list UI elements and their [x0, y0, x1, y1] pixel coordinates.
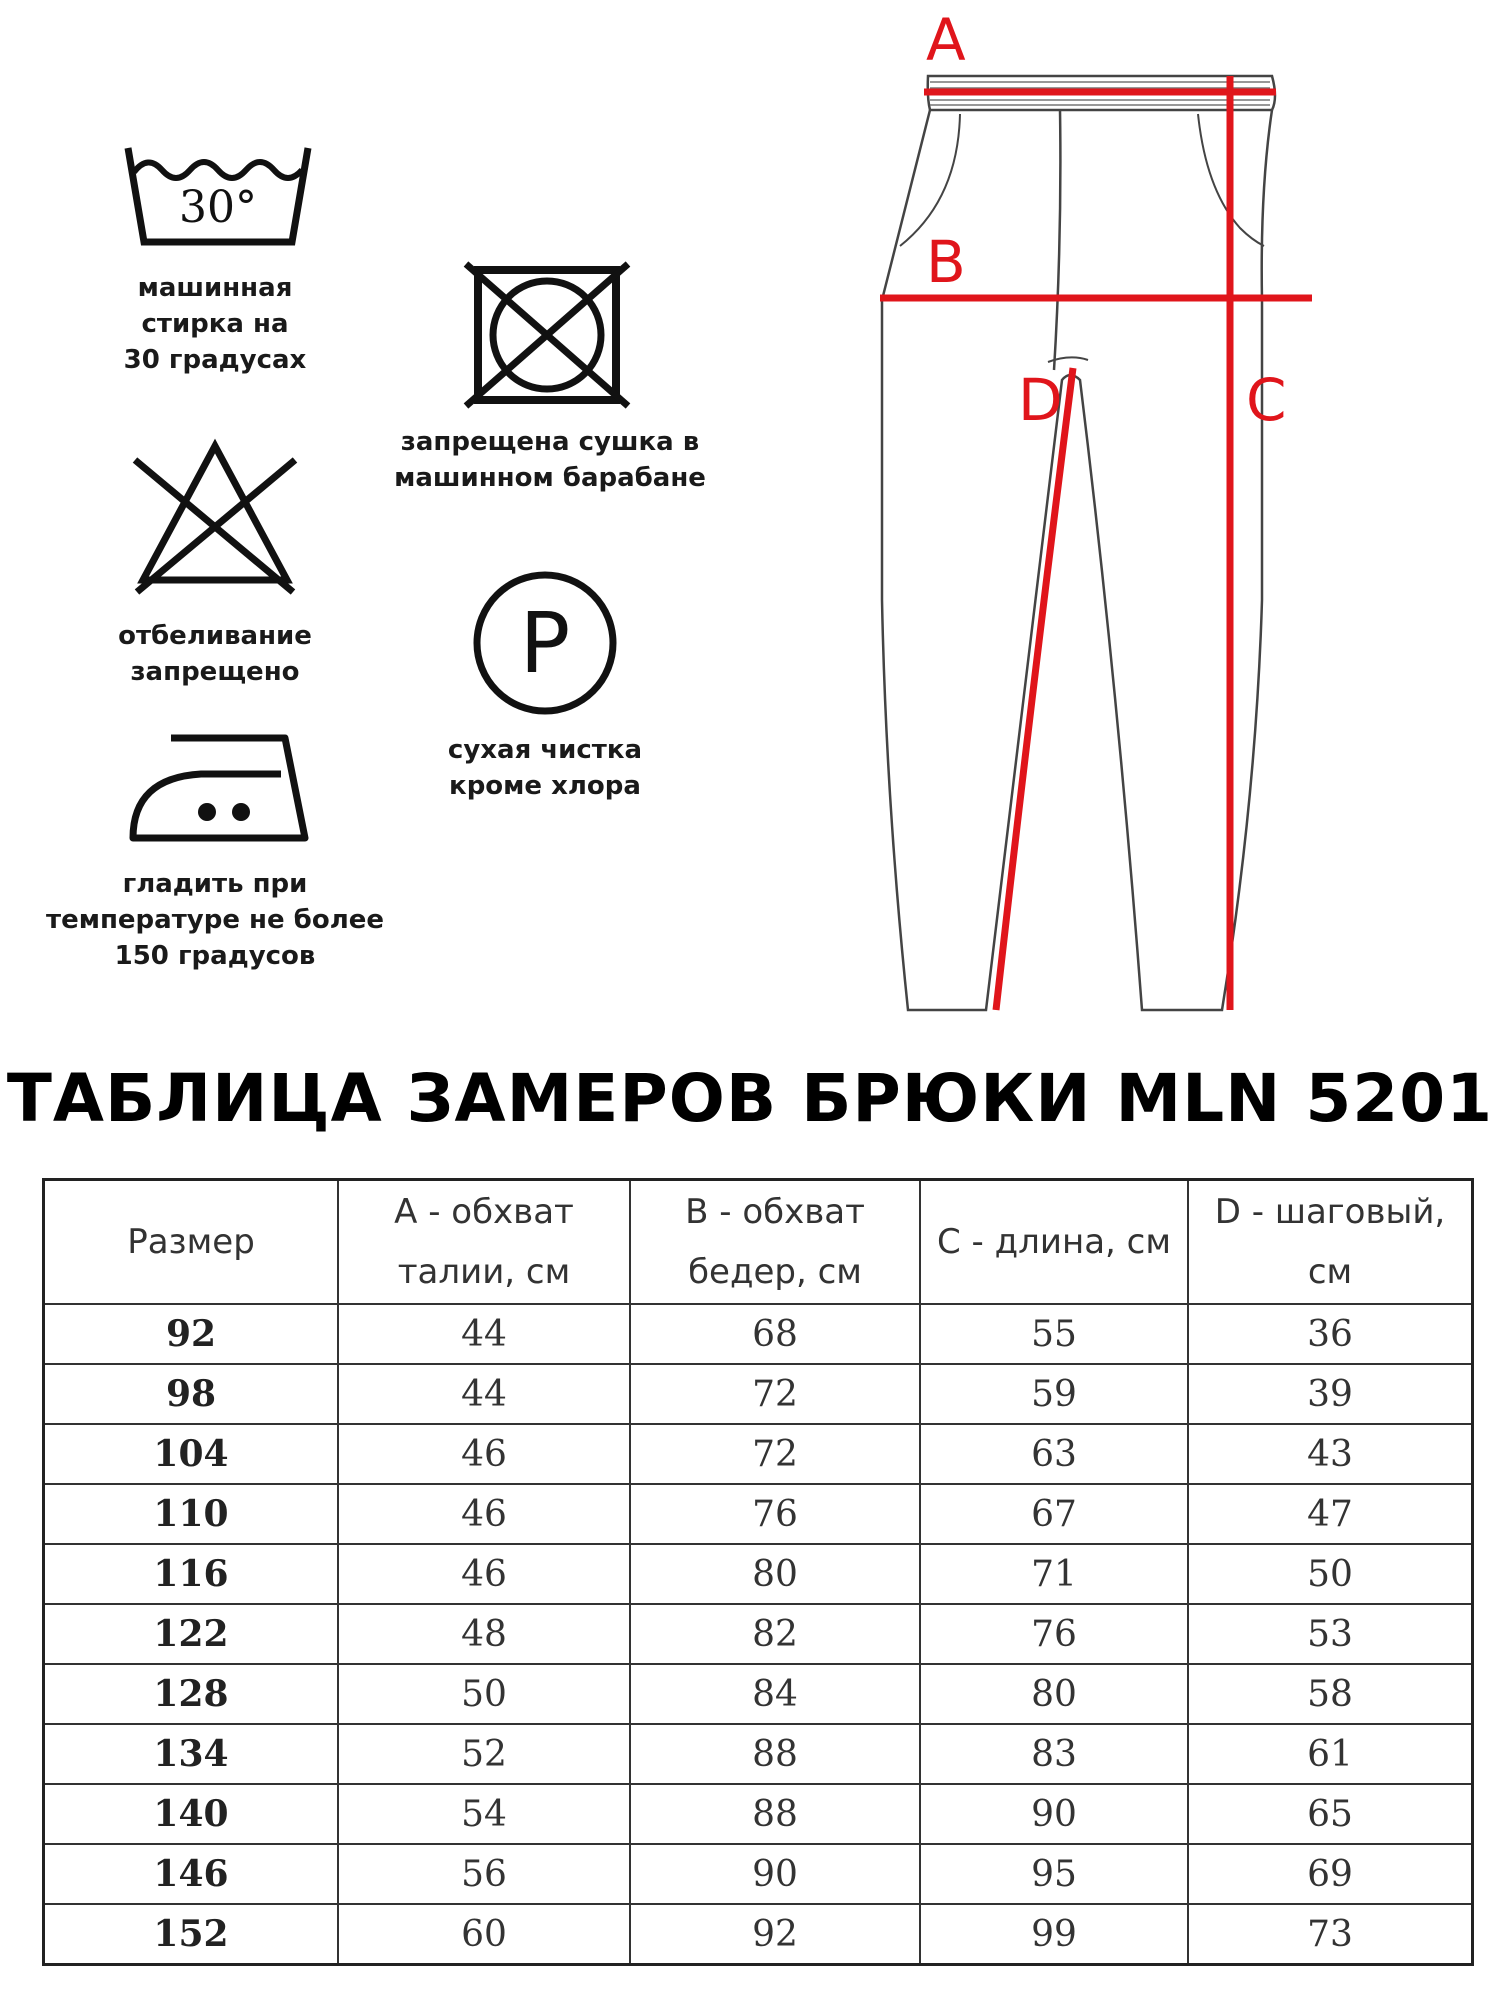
- cell-waist: 46: [338, 1484, 630, 1544]
- cell-inseam: 58: [1188, 1664, 1473, 1724]
- cell-hips: 72: [630, 1364, 920, 1424]
- no-tumble-dry-label: запрещена сушка в машинном барабане: [394, 427, 706, 493]
- cell-inseam: 61: [1188, 1724, 1473, 1784]
- cell-inseam: 53: [1188, 1604, 1473, 1664]
- table-row: [44, 1424, 1473, 1484]
- col-inseam: D - шаговый, см: [1188, 1180, 1473, 1305]
- cell-inseam: 73: [1188, 1904, 1473, 1965]
- cell-hips: 72: [630, 1424, 920, 1484]
- no-bleach-icon: [125, 430, 305, 600]
- iron-two-dots-icon: [125, 730, 315, 845]
- cell-size: 104: [44, 1424, 339, 1484]
- dry-clean-p-icon: [470, 568, 620, 718]
- table-header-row: [44, 1180, 1473, 1305]
- cell-length: 95: [920, 1844, 1188, 1904]
- cell-size: 98: [44, 1364, 339, 1424]
- iron-label: гладить при температуре не более 150 градусов: [46, 869, 384, 971]
- table-row: [44, 1724, 1473, 1784]
- cell-inseam: 50: [1188, 1544, 1473, 1604]
- cell-length: 63: [920, 1424, 1188, 1484]
- cell-length: 76: [920, 1604, 1188, 1664]
- cell-waist: 46: [338, 1544, 630, 1604]
- cell-inseam: 69: [1188, 1844, 1473, 1904]
- cell-inseam: 39: [1188, 1364, 1473, 1424]
- marker-b: B: [926, 228, 966, 296]
- cell-hips: 88: [630, 1784, 920, 1844]
- col-length: C - длина, см: [920, 1180, 1188, 1305]
- cell-hips: 82: [630, 1604, 920, 1664]
- cell-length: 99: [920, 1904, 1188, 1965]
- cell-inseam: 65: [1188, 1784, 1473, 1844]
- cell-length: 67: [920, 1484, 1188, 1544]
- cell-waist: 50: [338, 1664, 630, 1724]
- table-row: [44, 1664, 1473, 1724]
- cell-hips: 80: [630, 1544, 920, 1604]
- cell-waist: 56: [338, 1844, 630, 1904]
- col-waist: A - обхват талии, см: [338, 1180, 630, 1305]
- table-row: [44, 1844, 1473, 1904]
- table-row: [44, 1484, 1473, 1544]
- cell-size: 140: [44, 1784, 339, 1844]
- cell-length: 83: [920, 1724, 1188, 1784]
- wash-label: машинная стирка на 30 градусах: [123, 273, 307, 375]
- cell-size: 110: [44, 1484, 339, 1544]
- table-row: [44, 1544, 1473, 1604]
- cell-hips: 84: [630, 1664, 920, 1724]
- table-row: [44, 1364, 1473, 1424]
- no-tumble-dry-icon: [462, 260, 632, 410]
- cell-length: 59: [920, 1364, 1188, 1424]
- col-hips: B - обхват бедер, см: [630, 1180, 920, 1305]
- dry-clean-symbol: P: [519, 594, 571, 692]
- cell-inseam: 36: [1188, 1304, 1473, 1364]
- cell-waist: 44: [338, 1304, 630, 1364]
- cell-hips: 88: [630, 1724, 920, 1784]
- cell-size: 152: [44, 1904, 339, 1965]
- cell-waist: 52: [338, 1724, 630, 1784]
- cell-waist: 44: [338, 1364, 630, 1424]
- cell-waist: 48: [338, 1604, 630, 1664]
- table-row: [44, 1604, 1473, 1664]
- cell-size: 134: [44, 1724, 339, 1784]
- cell-size: 122: [44, 1604, 339, 1664]
- cell-length: 80: [920, 1664, 1188, 1724]
- marker-c: C: [1246, 366, 1287, 434]
- pants-measurement-diagram: [860, 10, 1340, 1020]
- cell-hips: 90: [630, 1844, 920, 1904]
- page-title: ТАБЛИЦА ЗАМЕРОВ БРЮКИ MLN 5201: [6, 1060, 1494, 1137]
- table-row: [44, 1304, 1473, 1364]
- cell-inseam: 47: [1188, 1484, 1473, 1544]
- dry-clean-label: сухая чистка кроме хлора: [447, 735, 643, 801]
- cell-size: 146: [44, 1844, 339, 1904]
- col-size: Размер: [44, 1180, 339, 1305]
- cell-inseam: 43: [1188, 1424, 1473, 1484]
- cell-waist: 54: [338, 1784, 630, 1844]
- table-row: [44, 1904, 1473, 1965]
- cell-hips: 68: [630, 1304, 920, 1364]
- marker-d: D: [1018, 366, 1063, 434]
- cell-size: 128: [44, 1664, 339, 1724]
- cell-hips: 92: [630, 1904, 920, 1965]
- size-table: [42, 1178, 1474, 1966]
- cell-waist: 60: [338, 1904, 630, 1965]
- marker-a: A: [926, 10, 966, 74]
- table-row: [44, 1784, 1473, 1844]
- cell-length: 71: [920, 1544, 1188, 1604]
- wash-temp: 30°: [179, 182, 257, 233]
- wash-30-icon: [118, 140, 318, 250]
- cell-size: 92: [44, 1304, 339, 1364]
- cell-size: 116: [44, 1544, 339, 1604]
- cell-length: 90: [920, 1784, 1188, 1844]
- cell-length: 55: [920, 1304, 1188, 1364]
- cell-hips: 76: [630, 1484, 920, 1544]
- cell-waist: 46: [338, 1424, 630, 1484]
- no-bleach-label: отбеливание запрещено: [118, 621, 312, 687]
